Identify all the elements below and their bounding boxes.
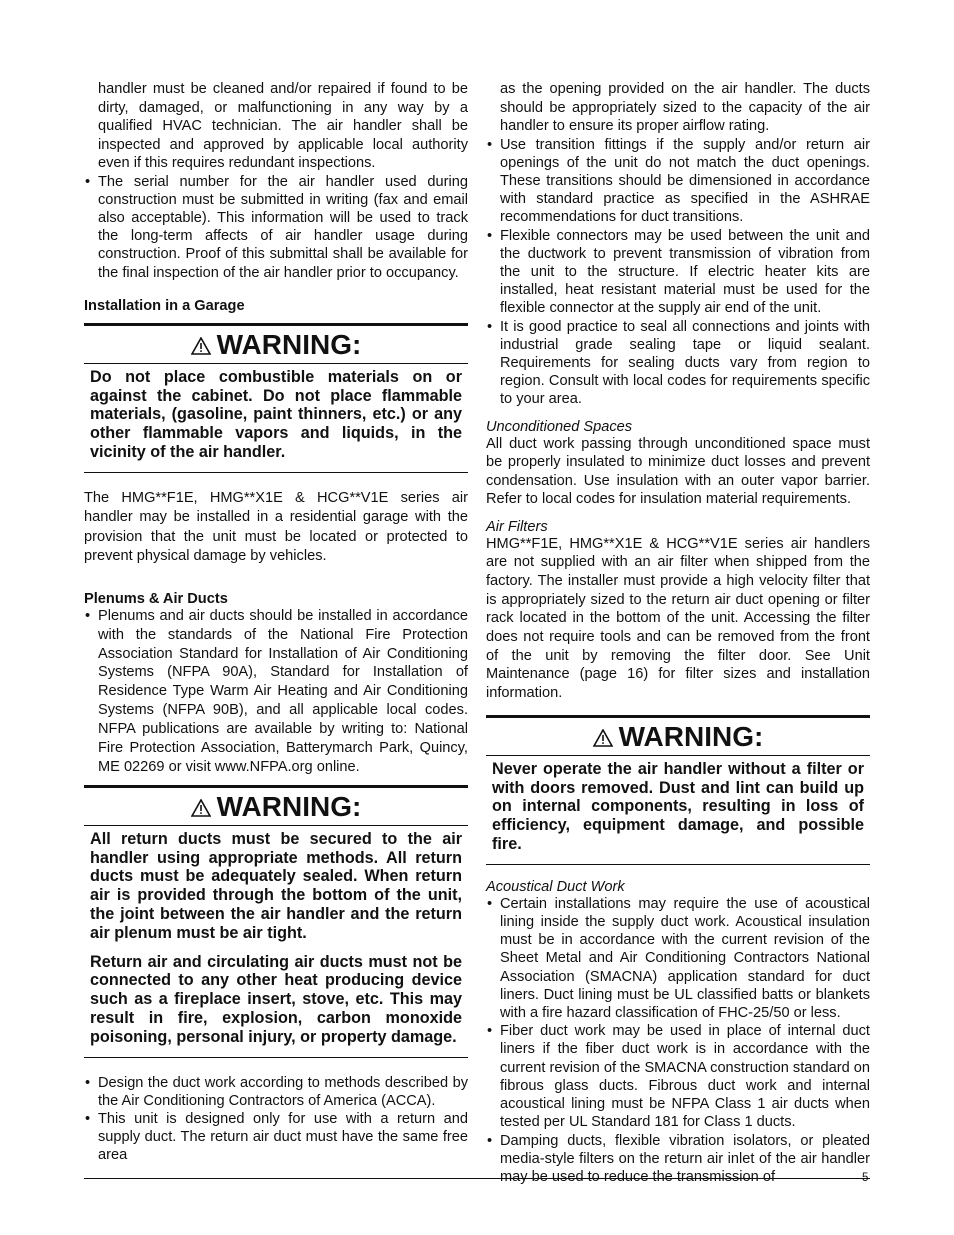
garage-paragraph: The HMG**F1E, HMG**X1E & HCG**V1E series air handler may be installed in a residential garage with the provision that the unit must be located or protected to prevent physical damage by vehicles. — [84, 489, 468, 565]
duct-continuation: as the opening provided on the air handler. The ducts should be appropriately sized to the capacity of the air handler to ensure its proper airflow rating. — [500, 81, 870, 134]
plenums-bullet-list — [84, 607, 468, 777]
duct-bullet-list — [486, 136, 870, 409]
warning-title — [84, 326, 468, 364]
design-bullet-list — [84, 1074, 468, 1165]
list-item: • Fiber duct work may be used in place of internal duct liners if the fiber duct work is in accordance with the current revision of the SMACNA construction standard on fibrous glass ducts. Fibrous duct work and internal acoustical lining must be NFPA Class 1 air ducts when tested per UL Standard 181 for Class 1 ducts. — [486, 1022, 870, 1131]
list-item: • This unit is designed only for use with a return and supply duct. The return air duct must have the same free area — [84, 1110, 468, 1165]
warning-body — [486, 756, 870, 864]
garage-heading: Installation in a Garage — [84, 297, 245, 314]
acoustical-bullet-list — [486, 895, 870, 1186]
warning-text: Do not place combustible materials on or against the cabinet. Do not place flammable materials, (gasoline, paint thinners, etc.) or any other flammable vapors and liquids, in the vicinity of the air handler. — [90, 367, 462, 461]
filters-paragraph: HMG**F1E, HMG**X1E & HCG**V1E series air handlers are not supplied with an air filter when shipped from the factory. The installer must provide a high velocity filter that is appropriately sized to the return air duct opening or filter rack located in the bottom of the unit. Accessing the filter does not require tools and can be removed from the front of the unit by removing the filter door. See Unit Maintenance (page 16) for filter sizes and installation information. — [486, 535, 870, 702]
warning-text: Return air and circulating air ducts must not be connected to any other heat producing device such as a fireplace insert, stove, etc. This may result in fire, explosion, carbon monoxide poisoning, personal injury, or property damage. — [90, 952, 462, 1046]
warning-title-text: WARNING: — [618, 720, 764, 752]
left-column — [84, 80, 468, 1165]
acoustical-heading: Acoustical Duct Work — [486, 878, 625, 895]
warning-title-text: WARNING: — [216, 790, 362, 822]
list-item: • Use transition fittings if the supply and/or return air openings of the unit do not match the duct openings. These transitions should be dimensioned in accordance with standard practice as specified in the ASHRAE recommendations for duct transitions. — [486, 136, 870, 227]
unconditioned-heading: Unconditioned Spaces — [486, 418, 633, 435]
warning-text: Never operate the air handler without a filter or with doors removed. Dust and lint can build up on internal components, resulting in loss of efficiency, equipment damage, and possible fire. — [492, 759, 864, 854]
list-item: • The serial number for the air handler used during construction must be submitted in writing (fax and email also acceptable). This information will be used to track the long-term affects of air handler usage during construction. Proof of this submittal shall be available for the final inspection of the air handler prior to occupancy. — [84, 173, 468, 282]
page-number: 5 — [862, 1172, 869, 1184]
list-item: • Flexible connectors may be used between the unit and the ductwork to prevent transmission of vibration from the unit to the structure. If electric heater kits are installed, heat resistant material must be used for the flexible connector at the supply air end of the unit. — [486, 227, 870, 318]
warning-body — [84, 364, 468, 472]
warning-title — [486, 718, 870, 756]
warning-box-filter — [486, 715, 870, 865]
warning-triangle-icon — [191, 329, 211, 363]
intro-continuation: handler must be cleaned and/or repaired if found to be dirty, damaged, or malfunctioning in any way by a qualified HVAC technician. The air handler shall be inspected and approved by applicable local authority even if this requires redundant inspections. — [98, 81, 468, 171]
warning-triangle-icon — [191, 791, 211, 825]
unconditioned-paragraph: All duct work passing through unconditioned space must be properly insulated to minimize duct losses and prevent condensation. Use insulation with an outer vapor barrier. Refer to local codes for insulation material requirements. — [486, 435, 870, 508]
plenums-heading: Plenums & Air Ducts — [84, 590, 228, 607]
filters-heading: Air Filters — [486, 518, 548, 535]
warning-box-return-ducts — [84, 785, 468, 1058]
warning-triangle-icon — [593, 721, 613, 755]
right-column — [486, 80, 870, 1186]
warning-box-garage — [84, 323, 468, 473]
list-item: • Damping ducts, flexible vibration isolators, or pleated media-style filters on the return air inlet of the air handler may be used to reduce the transmission of — [486, 1132, 870, 1187]
list-item: • Plenums and air ducts should be installed in accordance with the standards of the National Fire Protection Association Standard for Installation of Air Conditioning Systems (NFPA 90A), Standard for Installation of Residence Type Warm Air Heating and Air Conditioning Systems (NFPA 90B), and all applicable local codes. NFPA publications are available by writing to: National Fire Protection Association, Batterymarch Park, Quincy, ME 02269 or visit www.NFPA.org online. — [84, 607, 468, 777]
list-item: • It is good practice to seal all connections and joints with industrial grade sealing tape or liquid sealant. Requirements for sealing ducts vary from region to region. Consult with local codes for requirements specific to your area. — [486, 318, 870, 409]
footer-rule — [84, 1178, 870, 1179]
list-item: • Design the duct work according to methods described by the Air Conditioning Contractors of America (ACCA). — [84, 1074, 468, 1110]
warning-title-text: WARNING: — [216, 328, 362, 360]
warning-title — [84, 788, 468, 826]
warning-body — [84, 826, 468, 1057]
warning-text: All return ducts must be secured to the air handler using appropriate methods. All return ducts must be adequately sealed. When return air is provided through the bottom of the unit, the joint between the air handler and the return air plenum must be air tight. — [90, 829, 462, 942]
intro-bullet-list — [84, 173, 468, 282]
list-item: • Certain installations may require the use of acoustical lining inside the supply duct work. Acoustical insulation must be in accordance with the current revision of the Sheet Metal and Air Conditioning Contractors National Association (SMACNA) application standard for duct liners. Duct lining must be UL classified batts or blankets with a fire hazard classification of FHC-25/50 or less. — [486, 895, 870, 1022]
